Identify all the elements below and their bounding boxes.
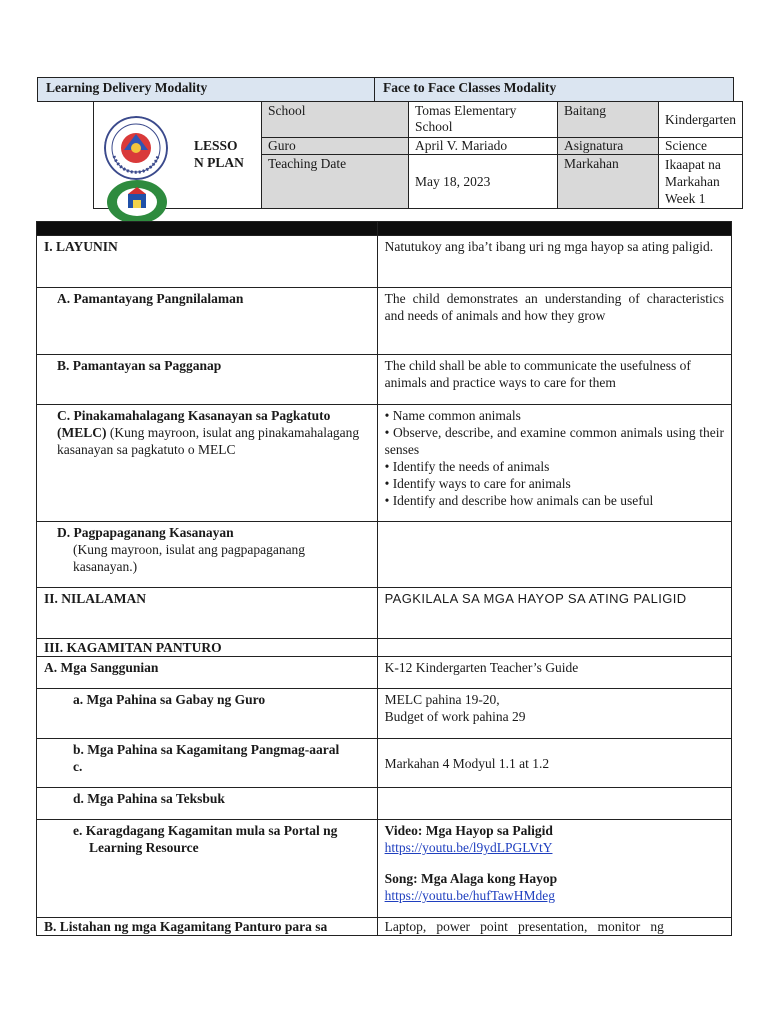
pamantayang-pangnilalaman-label: A. Pamantayang Pangnilalaman (37, 288, 378, 355)
table-header-bar (37, 222, 732, 236)
table-row (37, 820, 732, 918)
table-row (37, 918, 732, 936)
pagpapaganang-value (377, 522, 731, 588)
layunin-value: Natutukoy ang iba’t ibang uri ng mga hayop sa ating paligid. (377, 236, 731, 288)
kagamitan-label: III. KAGAMITAN PANTURO (37, 639, 378, 657)
gabay-guro-label: a. Mga Pahina sa Gabay ng Guro (37, 689, 378, 739)
sanggunian-label: A. Mga Sanggunian (37, 657, 378, 689)
quarter-value: Ikaapat na Markahan Week 1 (659, 155, 743, 209)
portal-value (377, 820, 731, 918)
grade-value: Kindergarten (659, 102, 743, 138)
table-row (37, 788, 732, 820)
sanggunian-value: K-12 Kindergarten Teacher’s Guide (377, 657, 731, 689)
pangmag-aaral-value: Markahan 4 Modyul 1.1 at 1.2 (377, 739, 731, 788)
gabay-guro-value: MELC pahina 19-20, Budget of work pahina 29 (377, 689, 731, 739)
table-row (37, 522, 732, 588)
melc-value (377, 405, 731, 522)
table-row (37, 405, 732, 522)
teacher-label: Guro (262, 138, 409, 155)
subject-value: Science (659, 138, 743, 155)
video-link[interactable]: https://youtu.be/l9ydLPGLVtY (384, 840, 553, 855)
table-row (37, 236, 732, 288)
subject-label: Asignatura (558, 138, 659, 155)
lesson-header-table (93, 101, 743, 209)
teacher-value: April V. Mariado (409, 138, 558, 155)
modality-bar (37, 77, 734, 102)
modality-label: Learning Delivery Modality (38, 78, 375, 101)
pagpapaganang-label: D. Pagpapaganang Kasanayan (Kung mayroon, isulat ang pagpapaganang kasanayan.) (37, 522, 378, 588)
layunin-label: I. LAYUNIN (37, 236, 378, 288)
school-label: School (262, 102, 409, 138)
melc-label (37, 405, 378, 522)
table-row (37, 639, 732, 657)
lesson-plan-title: LESSO N PLAN (194, 137, 244, 170)
table-row (37, 689, 732, 739)
table-row (37, 739, 732, 788)
list-item: • Observe, describe, and examine common animals using their senses (385, 424, 724, 458)
listahan-value: Laptop, power point presentation, monitor ng (377, 918, 731, 936)
song-title: Song: Mga Alaga kong Hayop (384, 871, 558, 886)
deped-seal-icon (104, 116, 168, 180)
pamantayang-pangnilalaman-value: The child demonstrates an understanding of characteristics and needs of animals and how they grow (377, 288, 731, 355)
table-row (37, 588, 732, 639)
table-row (37, 288, 732, 355)
quarter-label: Markahan (558, 155, 659, 209)
song-link[interactable]: https://youtu.be/hufTawHMdeg (384, 888, 555, 903)
video-title: Video: Mga Hayop sa Paligid (384, 823, 553, 838)
pamantayan-pagganap-label: B. Pamantayan sa Pagganap (37, 355, 378, 405)
pangmag-aaral-label: b. Mga Pahina sa Kagamitang Pangmag-aaral c. (37, 739, 378, 788)
list-item: • Identify ways to care for animals (385, 475, 724, 492)
melc-label-bold: C. Pinakamahalagang Kasanayan sa Pagkatuto (MELC) (57, 408, 331, 440)
melc-label-rest: (Kung mayroon, isulat ang pinakamahalagang kasanayan sa pagkatuto o MELC (57, 425, 360, 457)
school-value: Tomas Elementary School (409, 102, 558, 138)
nilalaman-value: PAGKILALA SA MGA HAYOP SA ATING PALIGID (377, 588, 731, 639)
list-item: • Identify and describe how animals can be useful (385, 492, 724, 509)
school-seal-icon (106, 176, 168, 224)
listahan-label: B. Listahan ng mga Kagamitang Panturo para sa (37, 918, 378, 936)
list-item: • Name common animals (385, 407, 724, 424)
table-row (37, 657, 732, 689)
date-value: May 18, 2023 (409, 155, 558, 209)
pamantayan-pagganap-value: The child shall be able to communicate the usefulness of animals and practice ways to care for them (377, 355, 731, 405)
nilalaman-label: II. NILALAMAN (37, 588, 378, 639)
portal-label: e. Karagdagang Kagamitan mula sa Portal ng Learning Resource (37, 820, 378, 918)
table-row (37, 355, 732, 405)
teksbuk-label: d. Mga Pahina sa Teksbuk (37, 788, 378, 820)
teksbuk-value (377, 788, 731, 820)
kagamitan-value (377, 639, 731, 657)
lesson-content-table (36, 221, 732, 936)
logo-cell (94, 102, 262, 209)
grade-label: Baitang (558, 102, 659, 138)
modality-value: Face to Face Classes Modality (383, 80, 557, 95)
date-label: Teaching Date (262, 155, 409, 209)
list-item: • Identify the needs of animals (385, 458, 724, 475)
